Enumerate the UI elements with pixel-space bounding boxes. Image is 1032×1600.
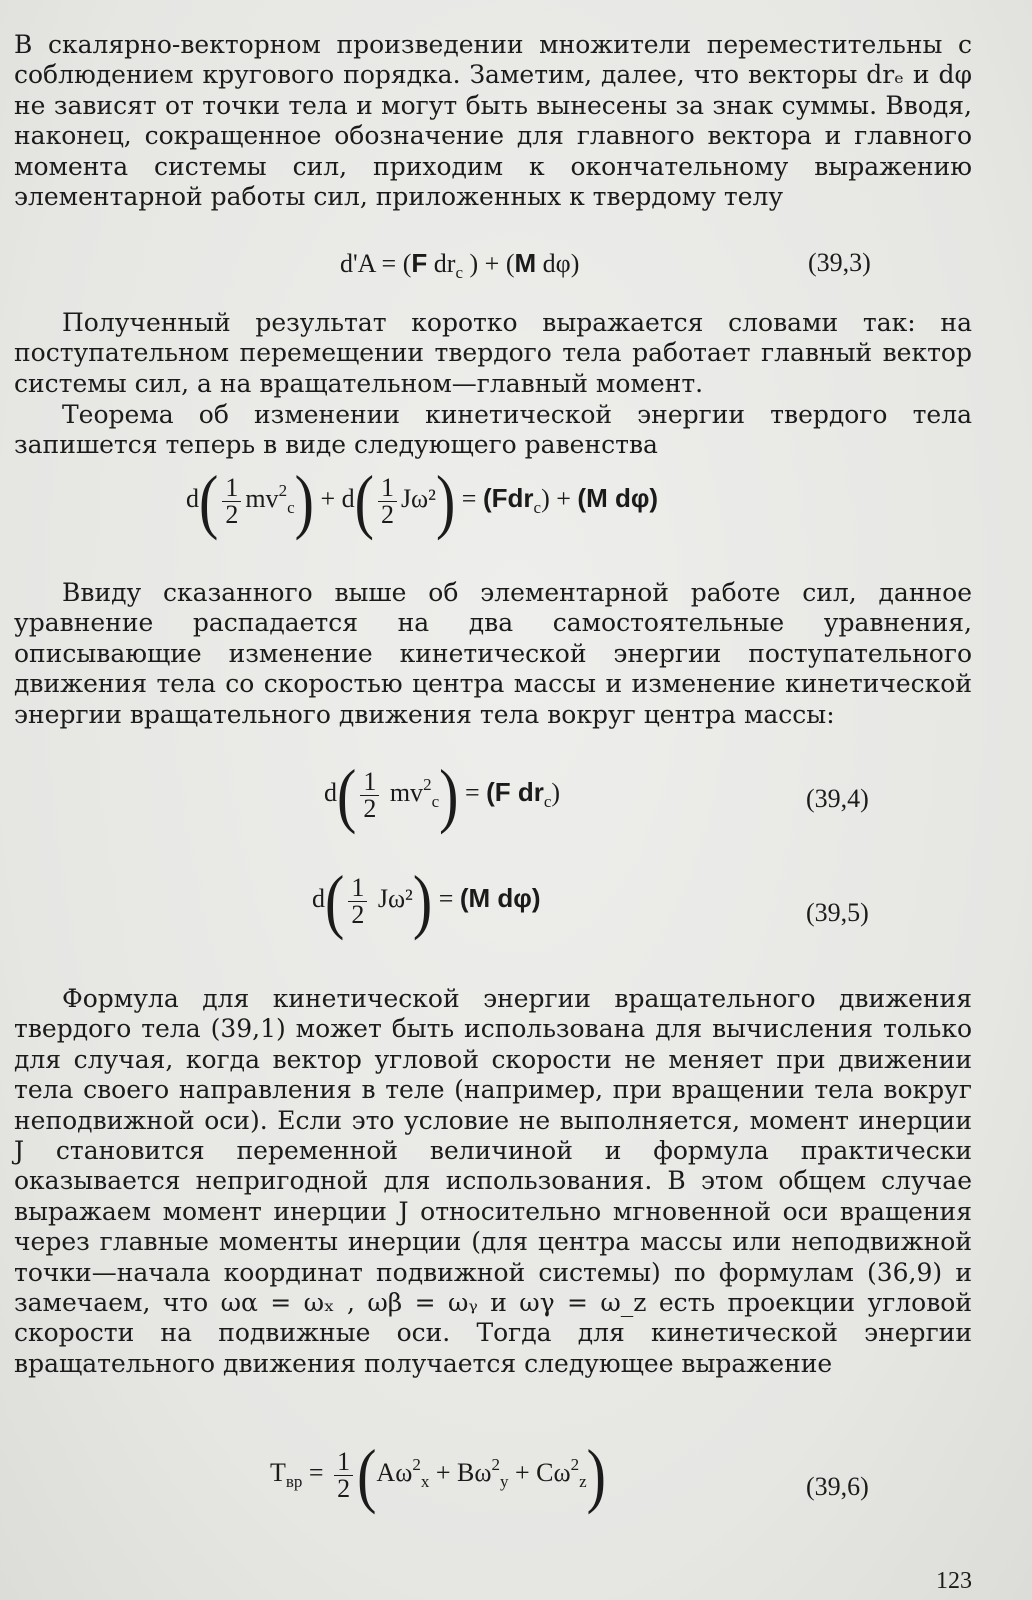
page-number: 123: [936, 1568, 972, 1594]
eq-moment-vector: M: [514, 248, 537, 278]
eq-paren: ): [570, 249, 580, 278]
paragraph-2: Полученный результат коротко выражается словами так: на поступательном перемещении твердого тела работает главный вектор системы сил, а на вращательном—главный момент.: [14, 308, 972, 398]
eq-fraction: [378, 472, 397, 529]
eq-sub-c: c: [533, 497, 542, 517]
eq-plus: +: [435, 1457, 451, 1487]
eq-work-moment: (M dφ): [577, 482, 659, 513]
eq-mv: mv: [245, 483, 279, 513]
eq-b-omega: Bω: [456, 1457, 492, 1487]
eq-den: 2: [225, 499, 239, 529]
eq-mv: mv: [389, 777, 424, 807]
eq-sub-y: y: [499, 1471, 509, 1491]
eq-d: d: [186, 483, 199, 513]
eq-paren: ): [435, 459, 456, 541]
eq-d: d: [341, 483, 355, 513]
eq-num: 1: [360, 769, 379, 796]
eq-paren: ): [586, 1433, 606, 1515]
eq-jw: Jω²: [377, 883, 413, 913]
eq-sub-z: z: [579, 1471, 587, 1491]
eq-sub-c: c: [543, 791, 552, 811]
eq-den: 2: [380, 499, 394, 529]
paragraph-1: В скалярно-векторном произведении множители переместительны с соблюдением кругового порядка. Заметим, далее, что векторы drₑ и dφ не зависят от точки тела и могут быть вынесены за знак суммы. Вводя, наконец, сокращенное обозначение для главного вектора и главного момента системы сил, приходим к окончательному выражению элементарной работы сил, приложенных к твердому телу: [14, 30, 972, 212]
eq-displacement: dr: [433, 249, 456, 278]
equation-39-6-body: [270, 1433, 606, 1515]
eq-sub-c: c: [431, 791, 440, 811]
eq-sup: 2: [412, 1454, 421, 1474]
equation-number: (39,4): [806, 784, 869, 813]
eq-paren: ): [541, 483, 550, 513]
eq-num: 1: [334, 1449, 353, 1476]
eq-plus: +: [556, 483, 571, 513]
eq-paren: (: [199, 459, 219, 541]
eq-sub-c: c: [455, 263, 463, 282]
eq-sup: 2: [423, 774, 432, 794]
eq-sub-x: x: [420, 1471, 430, 1491]
eq-sup: 2: [570, 1454, 580, 1474]
eq-paren: (: [354, 459, 374, 541]
eq-work-force: (Fdr: [482, 482, 534, 513]
eq-paren: ): [551, 777, 561, 807]
eq-paren: ): [412, 859, 433, 941]
eq-fraction: [360, 766, 379, 823]
eq-paren: ): [439, 753, 459, 835]
eq-paren: (: [325, 859, 345, 941]
eq-force-vector: F: [411, 248, 428, 278]
eq-paren: (: [402, 249, 412, 278]
equation-number: (39,6): [806, 1472, 869, 1501]
paragraph-5: Формула для кинетической энергии вращательного движения твердого тела (39,1) может быть использована для вычисления только для случая, когда вектор угловой скорости не меняет при движении тела своего направления в теле (например, при вращении тела вокруг неподвижной оси). Если это условие не выполняется, момент инерции J становится переменной величиной и формула практически оказывается непригодной для использования. В этом общем случае выражаем момент инерции J относительно мгновенной оси вращения через главные моменты инерции (для центра массы или неподвижной точки—начала координат подвижной системы) по формулам (36,9) и замечаем, что ωα = ωₓ , ωβ = ωᵧ и ωγ = ω_z есть проекции угловой скорости на подвижные оси. Тогда для кинетической энергии вращательного движения получается следующее выражение: [14, 984, 972, 1378]
eq-work-moment: (M dφ): [459, 882, 541, 913]
equation-39-3-body: [340, 248, 579, 283]
paragraph-3: Теорема об изменении кинетической энергии твердого тела запишется теперь в виде следующего равенства: [14, 400, 972, 460]
eq-work-force: (F dr: [486, 776, 544, 807]
eq-equals: =: [464, 777, 480, 807]
eq-num: 1: [222, 475, 241, 502]
eq-sub-vr: вр: [285, 1471, 303, 1491]
equation-39-5-body: [312, 859, 541, 941]
eq-equals: =: [308, 1457, 324, 1487]
equation-39-4-body: [324, 753, 561, 835]
paragraph-4: Ввиду сказанного выше об элементарной работе сил, данное уравнение распадается на два самостоятельные уравнения, описывающие изменение кинетической энергии поступательного движения тела со скоростью центра массы и изменение кинетической энергии вращательного движения тела вокруг центра массы:: [14, 578, 972, 729]
eq-paren: ): [294, 459, 314, 541]
eq-sup: 2: [491, 1454, 500, 1474]
eq-equals: =: [381, 249, 397, 278]
eq-paren: (: [505, 249, 515, 278]
eq-fraction: [222, 472, 241, 529]
eq-paren: (: [337, 753, 357, 835]
eq-paren: ): [469, 249, 479, 278]
eq-d: d: [324, 777, 337, 807]
eq-d: d: [312, 883, 325, 913]
eq-lhs: d'A: [340, 249, 376, 278]
eq-fraction: [348, 872, 367, 929]
eq-num: 1: [378, 475, 397, 502]
eq-den: 2: [351, 899, 365, 929]
eq-equals: =: [438, 883, 454, 913]
eq-num: 1: [348, 875, 367, 902]
eq-c-omega: Cω: [536, 1457, 571, 1487]
eq-paren: (: [357, 1433, 377, 1515]
eq-den: 2: [363, 793, 377, 823]
eq-dphi: dφ: [542, 249, 571, 278]
equation-theorem-body: [186, 459, 659, 541]
eq-plus: +: [320, 483, 336, 513]
eq-sub-c: c: [287, 497, 295, 517]
equation-number: (39,5): [806, 898, 869, 927]
equation-number: (39,3): [808, 248, 871, 277]
eq-plus: +: [514, 1457, 530, 1487]
eq-t: T: [270, 1457, 286, 1487]
eq-sup: 2: [278, 480, 288, 500]
eq-a-omega: Aω: [376, 1457, 413, 1487]
eq-den: 2: [337, 1473, 351, 1503]
eq-equals: =: [461, 483, 477, 513]
eq-jw: Jω²: [400, 483, 436, 513]
eq-plus: +: [484, 249, 500, 278]
eq-fraction: [334, 1446, 353, 1503]
